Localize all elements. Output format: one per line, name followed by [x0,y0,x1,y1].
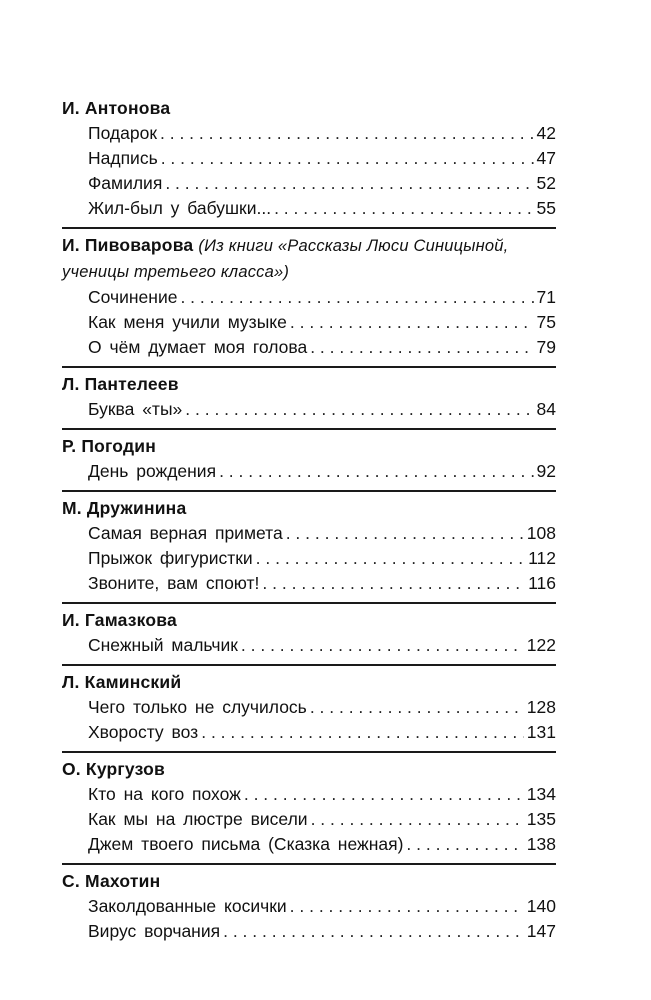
entry-page-number: 108 [526,523,556,543]
toc-entry [88,196,556,221]
entry-title: Звоните, вам споют! [88,573,260,593]
dot-leader [310,695,524,720]
entry-title: День рождения [88,461,217,481]
toc-entry [88,894,556,919]
toc-entry [88,919,556,944]
dot-leader [274,196,533,221]
author-heading [62,670,556,695]
entry-title: Подарок [88,123,157,143]
entry-title: Заколдованные косички [88,896,287,916]
author-heading [62,608,556,633]
dot-leader [201,720,524,745]
entry-title: Вирус ворчания [88,921,221,941]
toc-section [62,96,556,221]
toc-entry [88,397,556,422]
entry-page-number: 75 [536,312,556,332]
entry-page-number: 52 [536,173,556,193]
entry-page-number: 122 [526,635,556,655]
dot-leader [160,121,534,146]
table-of-contents [62,96,556,944]
toc-entry [88,146,556,171]
entry-title: Самая верная примета [88,523,283,543]
entry-page-number: 47 [536,148,556,168]
toc-section [62,863,556,944]
toc-entry [88,807,556,832]
entry-title: Джем твоего письма (Сказка нежная) [88,834,404,854]
dot-leader [241,633,524,658]
entry-page-number: 128 [526,697,556,717]
entry-title: Как меня учили музыке [88,312,287,332]
dot-leader [256,546,525,571]
author-name: Р. Погодин [62,436,156,456]
dot-leader [310,335,533,360]
entry-page-number: 138 [526,834,556,854]
entry-page-number: 71 [536,287,556,307]
entry-page-number: 92 [536,461,556,481]
author-heading [62,372,556,397]
entry-page-number: 55 [536,198,556,218]
toc-entry [88,459,556,484]
entry-title: Прыжок фигуристки [88,548,253,568]
dot-leader [290,310,534,335]
author-heading [62,434,556,459]
author-name: О. Кургузов [62,759,165,779]
entry-page-number: 140 [526,896,556,916]
dot-leader [185,397,533,422]
author-name: С. Махотин [62,871,161,891]
dot-leader [223,919,524,944]
entry-title: Хворосту воз [88,722,199,742]
entry-page-number: 131 [526,722,556,742]
toc-entry [88,335,556,360]
toc-section [62,751,556,857]
dot-leader [180,285,533,310]
toc-entry [88,720,556,745]
toc-entry [88,121,556,146]
toc-entry [88,782,556,807]
author-heading [62,869,556,894]
entry-page-number: 135 [526,809,556,829]
entry-title: Жил-был у бабушки... [88,198,272,218]
entry-title: Чего только не случилось [88,697,307,717]
toc-section [62,490,556,596]
toc-section [62,227,556,360]
entry-title: О чём думает моя голова [88,337,308,357]
entry-page-number: 147 [526,921,556,941]
toc-section [62,602,556,658]
toc-entry [88,695,556,720]
entry-title: Сочинение [88,287,178,307]
toc-entry [88,310,556,335]
dot-leader [165,171,533,196]
entry-page-number: 42 [536,123,556,143]
toc-section [62,428,556,484]
author-name: И. Антонова [62,98,171,118]
author-heading [62,96,556,121]
author-note: (Из книги «Рассказы Люси Синицыной, ученицы третьего класса») [62,237,509,281]
toc-entry [88,546,556,571]
entry-title: Снежный мальчик [88,635,238,655]
toc-entry [88,832,556,857]
author-heading [62,496,556,521]
entry-page-number: 116 [528,573,556,593]
entry-page-number: 134 [526,784,556,804]
toc-section [62,664,556,745]
author-name: И. Гамазкова [62,610,177,630]
dot-leader [262,571,525,596]
toc-entry [88,633,556,658]
author-heading [62,757,556,782]
entry-title: Как мы на люстре висели [88,809,308,829]
entry-page-number: 79 [536,337,556,357]
entry-title: Фамилия [88,173,163,193]
dot-leader [290,894,524,919]
author-name: М. Дружинина [62,498,187,518]
author-name: Л. Каминский [62,672,182,692]
entry-title: Буква «ты» [88,399,183,419]
dot-leader [244,782,524,807]
toc-entry [88,521,556,546]
entry-page-number: 112 [528,548,556,568]
author-name: Л. Пантелеев [62,374,179,394]
author-name: И. Пивоварова [62,235,194,255]
toc-entry [88,285,556,310]
author-heading [62,233,556,285]
entry-title: Надпись [88,148,158,168]
toc-entry [88,571,556,596]
entry-title: Кто на кого похож [88,784,241,804]
entry-page-number: 84 [536,399,556,419]
dot-leader [406,832,523,857]
dot-leader [286,521,524,546]
dot-leader [311,807,524,832]
toc-section [62,366,556,422]
dot-leader [219,459,533,484]
dot-leader [161,146,534,171]
toc-entry [88,171,556,196]
